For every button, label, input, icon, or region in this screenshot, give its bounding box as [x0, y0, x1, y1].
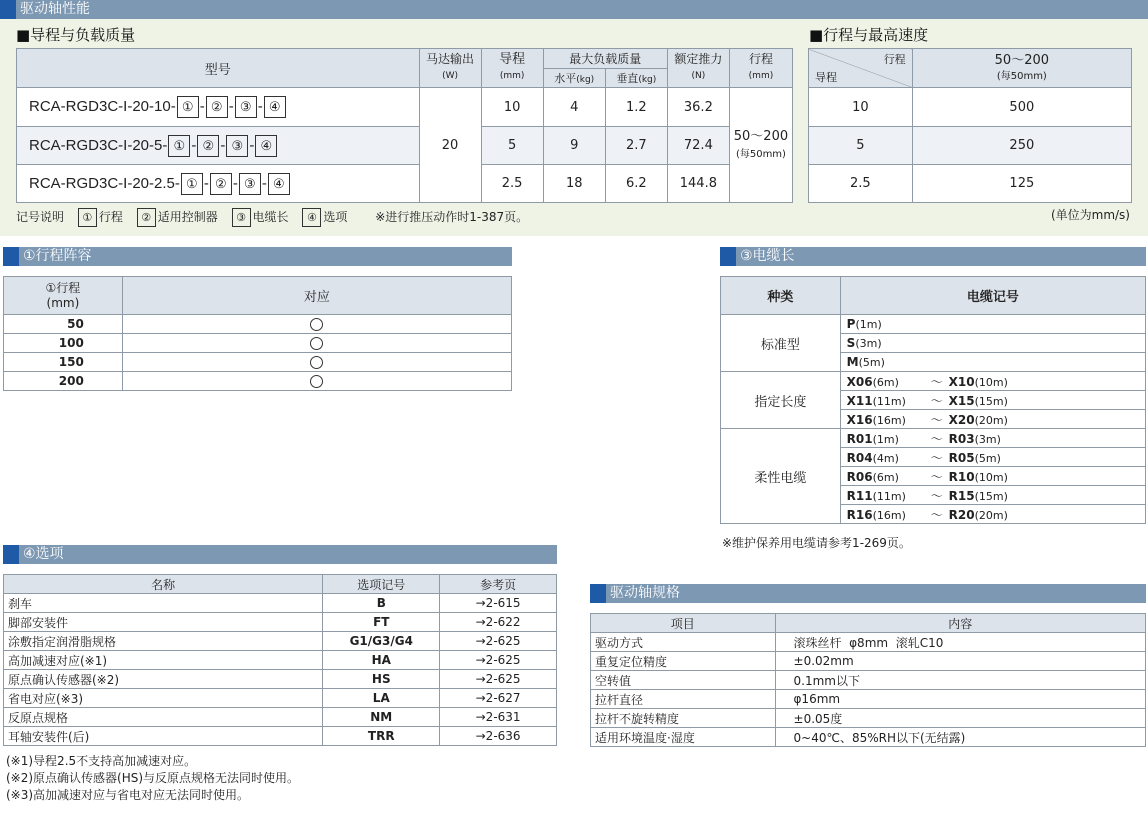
stroke-label: 行程 [748, 52, 773, 66]
table-row [4, 334, 512, 353]
option-page-link[interactable]: →2-631 [440, 708, 557, 727]
cable-length: (16m) [872, 413, 906, 427]
support-cell [122, 334, 511, 353]
spec-content: 0.1mm以下 [775, 671, 1145, 690]
section-marker-icon [0, 0, 16, 19]
option-name: 刹车 [4, 594, 323, 613]
section-bar-drive-perf [0, 0, 1148, 19]
dash: - [203, 174, 209, 192]
cable-length: (3m) [855, 337, 882, 350]
cable-code: R16 [846, 507, 873, 522]
col-support: 对应 [122, 277, 511, 315]
cable-length: (16m) [872, 508, 906, 522]
cable-code-cell [840, 486, 1145, 505]
stroke-value: 100 [4, 334, 123, 353]
spec-item: 重复定位精度 [591, 652, 776, 671]
cable-note: ※维护保养用电缆请参考1-269页。 [722, 536, 911, 550]
cable-code-cell [840, 353, 1145, 372]
option-code: TRR [323, 727, 440, 746]
legend-label-3: 电缆长 [252, 210, 289, 224]
box-4: ④ [264, 96, 286, 118]
cable-code-cell [840, 505, 1145, 524]
lead-value: 2.5 [809, 165, 913, 203]
stroke-value: 150 [4, 353, 123, 372]
box-3: ③ [235, 96, 257, 118]
model-name: RCA-RGD3C-I-20-5- [29, 136, 168, 154]
stroke-unit: (mm) [748, 71, 774, 81]
box-2: ② [210, 173, 232, 195]
spec-content: 0~40℃、85%RH以下(无结露) [775, 728, 1145, 747]
table-row [4, 670, 557, 689]
spec-item: 拉杆不旋转精度 [591, 709, 776, 728]
cable-code-cell [840, 334, 1145, 353]
model-cell [17, 165, 420, 203]
section-title: ④选项 [23, 546, 64, 562]
col-code: 选项记号 [323, 575, 440, 594]
cable-length: (1m) [855, 318, 882, 331]
stroke-range-header [912, 49, 1131, 88]
legend-mark-3: ③ [232, 208, 251, 227]
vertical-value: 1.2 [605, 88, 667, 127]
table-row [721, 429, 1146, 448]
cable-code-from [847, 432, 931, 446]
cable-code: X06 [846, 374, 873, 389]
cable-code-cell [840, 410, 1145, 429]
col-motor [419, 49, 481, 88]
cable-length: (15m) [974, 394, 1008, 408]
option-page-link[interactable]: →2-625 [440, 632, 557, 651]
stroke-table [3, 276, 512, 391]
option-note-1: (※1)导程2.5不支持高加减速对应。 [6, 754, 197, 768]
legend-mark-4: ④ [302, 208, 321, 227]
horizontal-value: 9 [543, 127, 605, 165]
col-item: 项目 [591, 614, 776, 633]
cable-code: R06 [846, 469, 873, 484]
option-code: FT [323, 613, 440, 632]
box-4: ④ [255, 135, 277, 157]
legend-label-2: 适用控制器 [157, 210, 218, 224]
cable-code-cell [840, 315, 1145, 334]
cable-code: P [846, 317, 856, 331]
circle-mark-icon [310, 375, 323, 388]
cable-code-from [847, 508, 931, 522]
section-marker-icon [590, 584, 606, 603]
cable-code: X15 [948, 393, 975, 408]
box-2: ② [197, 135, 219, 157]
cable-code-from [847, 489, 931, 503]
legend-title: 记号说明 [16, 210, 65, 224]
col-vertical [605, 69, 667, 88]
col-page: 参考页 [440, 575, 557, 594]
tilde: ～ [930, 507, 943, 522]
option-name: 反原点规格 [4, 708, 323, 727]
box-1: ① [177, 96, 199, 118]
tilde: ～ [930, 374, 943, 389]
table-row [809, 165, 1132, 203]
support-cell [122, 372, 511, 391]
thrust-value: 144.8 [667, 165, 729, 203]
spec-content: ±0.05度 [775, 709, 1145, 728]
cable-code: R04 [846, 450, 873, 465]
col-max-load: 最大负载质量 [543, 49, 667, 69]
table-row [4, 613, 557, 632]
legend [16, 208, 528, 227]
spec-content: φ16mm [775, 690, 1145, 709]
cable-code-from [847, 355, 931, 369]
cable-length: (20m) [974, 413, 1008, 427]
option-code: LA [323, 689, 440, 708]
col-model: 型号 [17, 49, 420, 88]
table-row [721, 372, 1146, 391]
spec-item: 驱动方式 [591, 633, 776, 652]
diag-bottom-label: 导程 [815, 71, 837, 84]
col-name: 名称 [4, 575, 323, 594]
option-note-3: (※3)高加减速对应与省电对应无法同时使用。 [6, 788, 250, 802]
table-row [4, 632, 557, 651]
box-1: ① [168, 135, 190, 157]
section-bar-options [3, 545, 557, 564]
box-4: ④ [268, 173, 290, 195]
options-notes [6, 753, 299, 804]
table-row [17, 165, 793, 203]
cable-code: R05 [948, 450, 975, 465]
cable-code-from [847, 394, 931, 408]
cable-code: M [846, 355, 859, 369]
option-name: 高加减速对应(※1) [4, 651, 323, 670]
stroke-value: 50 [4, 315, 123, 334]
tilde: ～ [930, 412, 943, 427]
vertical-label: 垂直 [616, 72, 639, 85]
vertical-value: 2.7 [605, 127, 667, 165]
horizontal-value: 4 [543, 88, 605, 127]
col-stroke [729, 49, 792, 88]
spec-item: 拉杆直径 [591, 690, 776, 709]
cable-code: R20 [948, 507, 975, 522]
option-page-link[interactable]: →2-615 [440, 594, 557, 613]
cable-code: R10 [948, 469, 975, 484]
table-row [591, 709, 1146, 728]
stroke-value: 200 [4, 372, 123, 391]
option-name: 省电对应(※3) [4, 689, 323, 708]
option-name: 耳轴安装件(后) [4, 727, 323, 746]
cable-length: (10m) [974, 470, 1008, 484]
dash: - [220, 136, 226, 154]
cable-length: (6m) [872, 470, 899, 484]
cable-code: X16 [846, 412, 873, 427]
option-name: 涂敷指定润滑脂规格 [4, 632, 323, 651]
table-row [4, 372, 512, 391]
col-thrust [667, 49, 729, 88]
circle-mark-icon [310, 318, 323, 331]
cable-code-from [847, 470, 931, 484]
legend-note: ※进行推压动作时1-387页。 [375, 210, 529, 224]
speed-value: 125 [912, 165, 1131, 203]
stroke-range-sub: (每50mm) [996, 70, 1047, 82]
horizontal-unit: (kg) [576, 75, 595, 85]
legend-mark-1: ① [78, 208, 97, 227]
option-name: 原点确认传感器(※2) [4, 670, 323, 689]
section-bar-spec [590, 584, 1146, 603]
dash: - [228, 98, 234, 115]
motor-label: 马达输出 [426, 52, 475, 66]
circle-mark-icon [310, 356, 323, 369]
tilde: ～ [930, 450, 943, 465]
cable-code-from [847, 317, 931, 331]
box-2: ② [206, 96, 228, 118]
section-title: ①行程阵容 [23, 248, 92, 264]
circle-mark-icon [310, 337, 323, 350]
box-1: ① [181, 173, 203, 195]
stroke-value [729, 88, 792, 203]
option-code: HS [323, 670, 440, 689]
cable-code-from [847, 375, 931, 389]
legend-mark-2: ② [137, 208, 156, 227]
tilde: ～ [930, 393, 943, 408]
col-cable-code: 电缆记号 [840, 277, 1145, 315]
thrust-value: 36.2 [667, 88, 729, 127]
cable-code-cell [840, 429, 1145, 448]
cable-code: X11 [846, 393, 873, 408]
cable-code: S [846, 336, 856, 350]
option-page-link[interactable]: →2-636 [440, 727, 557, 746]
section-bar-stroke [3, 247, 512, 266]
lead-value: 10 [809, 88, 913, 127]
lead-value: 5 [809, 127, 913, 165]
cable-code-cell [840, 467, 1145, 486]
spec-item: 空转值 [591, 671, 776, 690]
cable-length: (3m) [974, 432, 1001, 446]
thrust-label: 额定推力 [674, 52, 723, 66]
stroke-speed-table [808, 48, 1132, 203]
option-page-link[interactable]: →2-625 [440, 670, 557, 689]
cable-length: (1m) [872, 432, 899, 446]
section-marker-icon [3, 545, 19, 564]
vertical-unit: (kg) [638, 75, 657, 85]
legend-label-4: 选项 [323, 210, 348, 224]
diag-header [809, 49, 913, 88]
section-title: 驱动轴性能 [20, 1, 90, 17]
table-row [809, 88, 1132, 127]
table-row [591, 633, 1146, 652]
lead-load-table [16, 48, 793, 203]
option-page-link[interactable]: →2-622 [440, 613, 557, 632]
cable-code: X10 [948, 374, 975, 389]
box-3: ③ [239, 173, 261, 195]
stroke-range: 50～200 [733, 128, 789, 144]
tilde: ～ [930, 431, 943, 446]
option-note-2: (※2)原点确认传感器(HS)与反原点规格无法同时使用。 [6, 771, 300, 785]
horizontal-value: 18 [543, 165, 605, 203]
thrust-value: 72.4 [667, 127, 729, 165]
table-row [591, 671, 1146, 690]
table-row [4, 689, 557, 708]
stroke-speed-heading: ■行程与最高速度 [809, 26, 929, 44]
table-row [4, 708, 557, 727]
dash: - [232, 174, 238, 192]
cable-length: (20m) [974, 508, 1008, 522]
cable-length: (5m) [858, 356, 885, 369]
cable-table [720, 276, 1146, 524]
cable-code: R03 [948, 431, 975, 446]
cable-length: (11m) [872, 489, 906, 503]
vertical-value: 6.2 [605, 165, 667, 203]
dash: - [257, 98, 263, 115]
lead-value: 2.5 [481, 165, 543, 203]
table-row [4, 353, 512, 372]
tilde: ～ [930, 488, 943, 503]
table-row [17, 127, 793, 165]
box-3: ③ [226, 135, 248, 157]
cable-length: (10m) [974, 375, 1008, 389]
option-page-link[interactable]: →2-625 [440, 651, 557, 670]
table-row [591, 652, 1146, 671]
col-lead [481, 49, 543, 88]
lead-load-heading: ■导程与负载质量 [16, 26, 136, 44]
table-row [721, 315, 1146, 334]
spec-table [590, 613, 1146, 747]
option-code: G1/G3/G4 [323, 632, 440, 651]
cable-code-cell [840, 372, 1145, 391]
section-bar-cable [720, 247, 1146, 266]
stroke-range-label: 50～200 [994, 52, 1050, 68]
motor-unit: (W) [442, 71, 459, 81]
model-cell [17, 127, 420, 165]
stroke-col-label: ①行程 [45, 280, 81, 295]
table-row [591, 728, 1146, 747]
dash: - [191, 136, 197, 154]
cable-code: R15 [948, 488, 975, 503]
section-title: 驱动轴规格 [610, 585, 680, 601]
lead-unit: (mm) [499, 71, 525, 81]
motor-value: 20 [419, 88, 481, 203]
cable-code: R01 [846, 431, 873, 446]
lead-label: 导程 [499, 52, 526, 67]
lead-value: 10 [481, 88, 543, 127]
option-code: HA [323, 651, 440, 670]
cable-type: 指定长度 [721, 372, 841, 429]
table-row [4, 315, 512, 334]
cable-length: (6m) [872, 375, 899, 389]
cable-code-from [847, 413, 931, 427]
lead-value: 5 [481, 127, 543, 165]
support-cell [122, 353, 511, 372]
table-row [591, 690, 1146, 709]
dash: - [261, 174, 267, 192]
stroke-sub: (每50mm) [735, 148, 786, 160]
col-horizontal [543, 69, 605, 88]
section-marker-icon [720, 247, 736, 266]
cable-length: (15m) [974, 489, 1008, 503]
option-name: 脚部安装件 [4, 613, 323, 632]
table-row [17, 88, 793, 127]
cable-length: (11m) [872, 394, 906, 408]
cable-type: 柔性电缆 [721, 429, 841, 524]
spec-content: 滚珠丝杆 φ8mm 滚轧C10 [775, 633, 1145, 652]
cable-code: X20 [948, 412, 975, 427]
cable-length: (4m) [872, 451, 899, 465]
tilde: ～ [930, 469, 943, 484]
dash: - [199, 98, 205, 115]
cable-code-cell [840, 448, 1145, 467]
option-page-link[interactable]: →2-627 [440, 689, 557, 708]
cable-code-cell [840, 391, 1145, 410]
col-stroke [4, 277, 123, 315]
col-type: 种类 [721, 277, 841, 315]
section-title: ③电缆长 [740, 248, 795, 264]
section-marker-icon [3, 247, 19, 266]
cable-code-from [847, 451, 931, 465]
dash: - [249, 136, 255, 154]
option-code: B [323, 594, 440, 613]
col-content: 内容 [775, 614, 1145, 633]
diag-top-label: 行程 [883, 53, 906, 66]
speed-value: 250 [912, 127, 1131, 165]
table-row [4, 651, 557, 670]
cable-type: 标准型 [721, 315, 841, 372]
option-code: NM [323, 708, 440, 727]
legend-label-1: 行程 [98, 210, 123, 224]
model-name: RCA-RGD3C-I-20-2.5- [29, 174, 180, 192]
speed-value: 500 [912, 88, 1131, 127]
cable-code-from [847, 336, 931, 350]
model-cell [17, 88, 420, 127]
thrust-unit: (N) [691, 71, 706, 81]
cable-code: R11 [846, 488, 873, 503]
table-row [4, 727, 557, 746]
unit-note: (单位为mm/s) [1050, 208, 1130, 222]
spec-item: 适用环境温度·湿度 [591, 728, 776, 747]
table-row [809, 127, 1132, 165]
table-row [4, 594, 557, 613]
horizontal-label: 水平 [554, 72, 577, 85]
stroke-col-unit: (mm) [46, 295, 80, 310]
model-name: RCA-RGD3C-I-20-10- [29, 98, 176, 115]
cable-length: (5m) [974, 451, 1001, 465]
options-table [3, 574, 557, 746]
spec-content: ±0.02mm [775, 652, 1145, 671]
support-cell [122, 315, 511, 334]
